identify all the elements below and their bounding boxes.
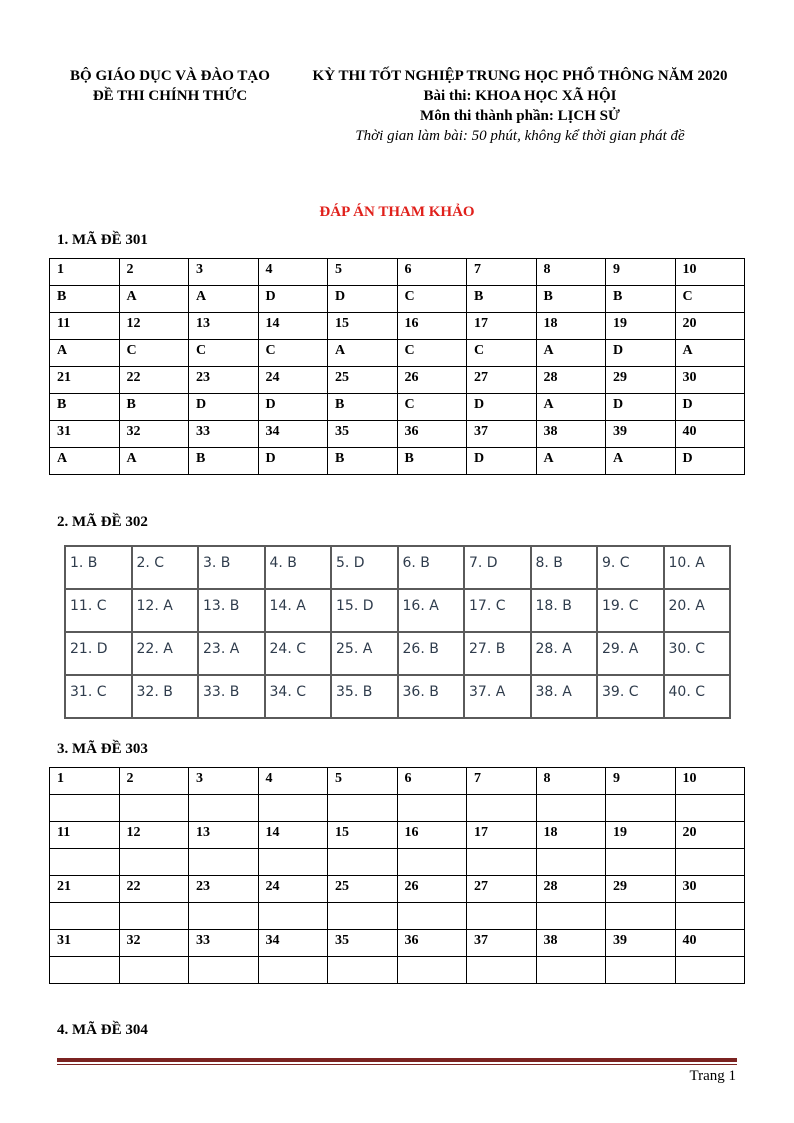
page-number: Trang 1: [689, 1068, 736, 1084]
table-cell: 2. C: [132, 546, 199, 589]
table-cell: A: [119, 286, 189, 313]
table-cell: B: [50, 394, 120, 421]
table-cell: D: [675, 448, 745, 475]
table-cell: 2: [119, 259, 189, 286]
table-cell: 35. B: [331, 675, 398, 718]
table-cell: [258, 795, 328, 822]
table-cell: 36. B: [398, 675, 465, 718]
table-cell: [119, 903, 189, 930]
table-cell: 25: [328, 367, 398, 394]
table-cell: 26: [397, 367, 467, 394]
table-cell: 40: [675, 421, 745, 448]
table-cell: 6. B: [398, 546, 465, 589]
table-cell: 38: [536, 421, 606, 448]
table-cell: 39: [606, 930, 676, 957]
issuing-authority: [60, 66, 280, 106]
table-cell: 26: [397, 876, 467, 903]
table-cell: 10: [675, 768, 745, 795]
table-cell: 25: [328, 876, 398, 903]
table-cell: [328, 957, 398, 984]
table-cell: 16: [397, 313, 467, 340]
table-cell: [189, 849, 259, 876]
table-cell: 23. A: [198, 632, 265, 675]
table-cell: [467, 795, 537, 822]
table-cell: D: [606, 340, 676, 367]
table-row: [50, 930, 745, 957]
table-row: [65, 589, 730, 632]
table-cell: 19: [606, 822, 676, 849]
table-cell: [675, 957, 745, 984]
table-cell: [50, 795, 120, 822]
table-cell: 20. A: [664, 589, 731, 632]
table-row: [50, 367, 745, 394]
table-cell: [397, 957, 467, 984]
table-cell: C: [467, 340, 537, 367]
table-cell: 8. B: [531, 546, 598, 589]
table-cell: 11: [50, 313, 120, 340]
table-cell: [328, 795, 398, 822]
table-cell: [119, 849, 189, 876]
table-cell: 22. A: [132, 632, 199, 675]
ministry-name: BỘ GIÁO DỤC VÀ ĐÀO TẠO: [70, 68, 270, 84]
table-cell: C: [189, 340, 259, 367]
table-cell: 7: [467, 768, 537, 795]
table-cell: 34: [258, 930, 328, 957]
table-cell: 27: [467, 367, 537, 394]
table-cell: [606, 795, 676, 822]
table-cell: 28. A: [531, 632, 598, 675]
table-cell: 29. A: [597, 632, 664, 675]
table-cell: [536, 795, 606, 822]
table-cell: 32: [119, 930, 189, 957]
table-cell: 5. D: [331, 546, 398, 589]
table-cell: 13. B: [198, 589, 265, 632]
table-cell: 5: [328, 768, 398, 795]
table-cell: [467, 903, 537, 930]
table-cell: 3. B: [198, 546, 265, 589]
table-row: [50, 957, 745, 984]
table-cell: 16. A: [398, 589, 465, 632]
table-cell: 13: [189, 822, 259, 849]
footer-rule: [57, 1058, 737, 1062]
table-cell: 24: [258, 876, 328, 903]
table-cell: 1. B: [65, 546, 132, 589]
table-cell: 28: [536, 876, 606, 903]
table-cell: B: [328, 394, 398, 421]
table-cell: D: [467, 448, 537, 475]
table-cell: 26. B: [398, 632, 465, 675]
table-cell: [50, 957, 120, 984]
table-row: [50, 286, 745, 313]
table-cell: A: [675, 340, 745, 367]
table-cell: B: [467, 286, 537, 313]
table-cell: 38. A: [531, 675, 598, 718]
table-row: [50, 822, 745, 849]
table-cell: 3: [189, 768, 259, 795]
table-cell: 35: [328, 930, 398, 957]
table-cell: D: [258, 448, 328, 475]
table-cell: 23: [189, 367, 259, 394]
table-cell: A: [328, 340, 398, 367]
table-cell: 39. C: [597, 675, 664, 718]
table-row: [50, 768, 745, 795]
table-cell: 29: [606, 876, 676, 903]
exam-component: Môn thi thành phần: LỊCH SỬ: [420, 108, 620, 124]
table-cell: D: [258, 286, 328, 313]
answer-table-303: [49, 767, 745, 984]
table-row: [50, 448, 745, 475]
table-cell: A: [189, 286, 259, 313]
table-cell: D: [189, 394, 259, 421]
table-cell: 5: [328, 259, 398, 286]
table-cell: B: [328, 448, 398, 475]
table-cell: [189, 903, 259, 930]
table-cell: 1: [50, 259, 120, 286]
table-cell: 6: [397, 768, 467, 795]
table-cell: 22: [119, 876, 189, 903]
table-cell: 31: [50, 930, 120, 957]
table-cell: 21: [50, 367, 120, 394]
table-cell: C: [119, 340, 189, 367]
table-cell: 17. C: [464, 589, 531, 632]
table-row: [50, 876, 745, 903]
table-cell: B: [397, 448, 467, 475]
table-cell: [328, 849, 398, 876]
table-cell: 9: [606, 768, 676, 795]
table-cell: B: [189, 448, 259, 475]
table-cell: 21. D: [65, 632, 132, 675]
table-cell: 20: [675, 313, 745, 340]
table-cell: 18: [536, 822, 606, 849]
table-cell: [258, 903, 328, 930]
table-cell: 33. B: [198, 675, 265, 718]
table-cell: A: [536, 394, 606, 421]
table-cell: 16: [397, 822, 467, 849]
table-cell: A: [606, 448, 676, 475]
table-cell: C: [675, 286, 745, 313]
table-cell: 37: [467, 421, 537, 448]
table-cell: B: [119, 394, 189, 421]
table-cell: [397, 795, 467, 822]
table-cell: 25. A: [331, 632, 398, 675]
table-cell: 35: [328, 421, 398, 448]
footer-rule-thin: [57, 1064, 737, 1065]
table-cell: 38: [536, 930, 606, 957]
answer-table-302: [64, 545, 731, 719]
table-cell: 27: [467, 876, 537, 903]
table-cell: 7. D: [464, 546, 531, 589]
table-cell: 37. A: [464, 675, 531, 718]
table-cell: 14: [258, 822, 328, 849]
table-cell: C: [397, 286, 467, 313]
table-cell: [189, 795, 259, 822]
section-heading-303: 3. MÃ ĐỀ 303: [57, 741, 148, 757]
table-cell: 2: [119, 768, 189, 795]
table-cell: 24. C: [265, 632, 332, 675]
table-cell: [467, 849, 537, 876]
table-cell: 1: [50, 768, 120, 795]
table-cell: [467, 957, 537, 984]
table-cell: B: [606, 286, 676, 313]
table-cell: 18: [536, 313, 606, 340]
table-cell: D: [328, 286, 398, 313]
table-cell: 23: [189, 876, 259, 903]
table-cell: [675, 849, 745, 876]
table-cell: 33: [189, 421, 259, 448]
table-cell: 12: [119, 313, 189, 340]
table-cell: [606, 957, 676, 984]
table-cell: 34: [258, 421, 328, 448]
section-heading-304: 4. MÃ ĐỀ 304: [57, 1022, 148, 1038]
exam-subject: Bài thi: KHOA HỌC XÃ HỘI: [423, 88, 617, 104]
table-cell: [50, 903, 120, 930]
table-cell: 15. D: [331, 589, 398, 632]
table-cell: 31: [50, 421, 120, 448]
table-cell: 31. C: [65, 675, 132, 718]
section-heading-302: 2. MÃ ĐỀ 302: [57, 514, 148, 530]
table-row: [50, 259, 745, 286]
table-cell: 4: [258, 768, 328, 795]
table-cell: 18. B: [531, 589, 598, 632]
table-cell: 24: [258, 367, 328, 394]
table-row: [65, 675, 730, 718]
table-row: [50, 394, 745, 421]
table-cell: D: [606, 394, 676, 421]
table-cell: 19. C: [597, 589, 664, 632]
table-cell: 8: [536, 768, 606, 795]
table-cell: 40: [675, 930, 745, 957]
table-cell: 8: [536, 259, 606, 286]
table-cell: D: [258, 394, 328, 421]
table-cell: 34. C: [265, 675, 332, 718]
table-cell: 27. B: [464, 632, 531, 675]
table-cell: [119, 957, 189, 984]
table-cell: [606, 849, 676, 876]
table-cell: 14. A: [265, 589, 332, 632]
table-cell: 36: [397, 930, 467, 957]
table-cell: 4. B: [265, 546, 332, 589]
table-row: [65, 632, 730, 675]
table-row: [50, 849, 745, 876]
table-row: [50, 313, 745, 340]
table-cell: 4: [258, 259, 328, 286]
table-cell: 28: [536, 367, 606, 394]
table-cell: C: [258, 340, 328, 367]
table-cell: 11. C: [65, 589, 132, 632]
table-cell: 3: [189, 259, 259, 286]
table-cell: C: [397, 340, 467, 367]
table-cell: 33: [189, 930, 259, 957]
table-cell: 12: [119, 822, 189, 849]
table-cell: 11: [50, 822, 120, 849]
table-cell: 10: [675, 259, 745, 286]
exam-info: [290, 66, 750, 146]
table-cell: 19: [606, 313, 676, 340]
table-cell: 37: [467, 930, 537, 957]
table-cell: [536, 849, 606, 876]
table-cell: 13: [189, 313, 259, 340]
section-heading-301: 1. MÃ ĐỀ 301: [57, 232, 148, 248]
table-cell: 15: [328, 822, 398, 849]
table-cell: 20: [675, 822, 745, 849]
table-cell: [675, 903, 745, 930]
table-cell: 10. A: [664, 546, 731, 589]
table-cell: 7: [467, 259, 537, 286]
table-cell: 17: [467, 822, 537, 849]
table-row: [50, 421, 745, 448]
table-cell: 29: [606, 367, 676, 394]
table-cell: 15: [328, 313, 398, 340]
official-exam-label: ĐỀ THI CHÍNH THỨC: [92, 88, 248, 104]
table-row: [50, 903, 745, 930]
table-cell: 9: [606, 259, 676, 286]
table-cell: A: [119, 448, 189, 475]
table-cell: 14: [258, 313, 328, 340]
exam-name: KỲ THI TỐT NGHIỆP TRUNG HỌC PHỔ THÔNG NĂM 2020: [312, 68, 728, 84]
table-cell: [675, 795, 745, 822]
table-cell: [50, 849, 120, 876]
table-cell: [328, 903, 398, 930]
table-cell: 32: [119, 421, 189, 448]
table-cell: B: [536, 286, 606, 313]
table-cell: 30: [675, 876, 745, 903]
page-title: ĐÁP ÁN THAM KHẢO: [319, 204, 475, 220]
table-cell: 39: [606, 421, 676, 448]
table-cell: 32. B: [132, 675, 199, 718]
table-cell: 17: [467, 313, 537, 340]
table-row: [50, 795, 745, 822]
table-cell: [119, 795, 189, 822]
table-cell: 12. A: [132, 589, 199, 632]
table-cell: A: [536, 448, 606, 475]
table-cell: A: [50, 448, 120, 475]
table-cell: [189, 957, 259, 984]
exam-duration: Thời gian làm bài: 50 phút, không kể thời gian phát đề: [355, 128, 685, 144]
table-cell: C: [397, 394, 467, 421]
table-cell: 9. C: [597, 546, 664, 589]
table-cell: [258, 957, 328, 984]
table-cell: [536, 957, 606, 984]
table-cell: [606, 903, 676, 930]
answer-table-301: [49, 258, 745, 475]
table-row: [65, 546, 730, 589]
table-cell: D: [675, 394, 745, 421]
table-cell: 30. C: [664, 632, 731, 675]
table-cell: [397, 849, 467, 876]
table-cell: 22: [119, 367, 189, 394]
table-cell: 21: [50, 876, 120, 903]
table-cell: [536, 903, 606, 930]
table-cell: D: [467, 394, 537, 421]
table-cell: 36: [397, 421, 467, 448]
table-cell: A: [536, 340, 606, 367]
table-cell: A: [50, 340, 120, 367]
table-cell: [258, 849, 328, 876]
table-cell: 40. C: [664, 675, 731, 718]
table-cell: B: [50, 286, 120, 313]
table-cell: 6: [397, 259, 467, 286]
table-cell: [397, 903, 467, 930]
table-row: [50, 340, 745, 367]
table-cell: 30: [675, 367, 745, 394]
